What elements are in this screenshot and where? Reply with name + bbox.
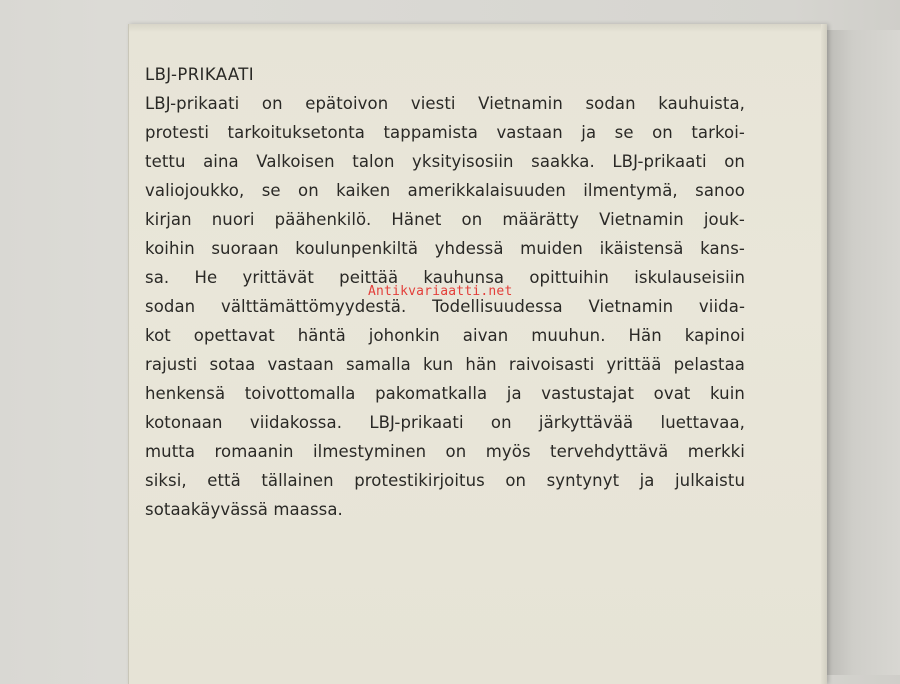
- blurb-line: kirjan nuori päähenkilö. Hänet on määrätty Vietnamin jouk-: [145, 210, 745, 229]
- blurb-line: sodan välttämättömyydestä. Todellisuudessa Vietnamin viida-: [145, 297, 745, 316]
- blurb-line: LBJ-prikaati on epätoivon viesti Vietnamin sodan kauhuista,: [145, 94, 745, 113]
- blurb-line: kotonaan viidakossa. LBJ-prikaati on järkyttävää luettavaa,: [145, 413, 745, 432]
- book-back-cover: [128, 24, 827, 684]
- blurb-line: siksi, että tällainen protestikirjoitus on syntynyt ja julkaistu: [145, 471, 745, 490]
- watermark-text: Antikvariaatti.net: [368, 284, 513, 299]
- blurb-line: tettu aina Valkoisen talon yksityisosiin saakka. LBJ-prikaati on: [145, 152, 745, 171]
- blurb-line: sotaakäyvässä maassa.: [145, 500, 343, 519]
- cover-top-edge: [129, 24, 827, 32]
- blurb-line: koihin suoraan koulunpenkiltä yhdessä muiden ikäistensä kans-: [145, 239, 745, 258]
- blurb-title: LBJ-PRIKAATI: [145, 65, 255, 84]
- blurb-line: kot opettavat häntä johonkin aivan muuhun. Hän kapinoi: [145, 326, 745, 345]
- blurb-line: protesti tarkoituksetonta tappamista vastaan ja se on tarkoi-: [145, 123, 745, 142]
- blurb-line: rajusti sotaa vastaan samalla kun hän raivoisasti yrittää pelastaa: [145, 355, 745, 374]
- blurb-line: valiojoukko, se on kaiken amerikkalaisuuden ilmentymä, sanoo: [145, 181, 745, 200]
- background-shadow: [822, 30, 900, 675]
- blurb-line: sa. He yrittävät peittää kauhunsa opittuihin iskulauseisiin: [145, 268, 745, 287]
- cover-right-edge: [821, 24, 827, 684]
- blurb-line: mutta romaanin ilmestyminen on myös tervehdyttävä merkki: [145, 442, 745, 461]
- blurb-line: henkensä toivottomalla pakomatkalla ja vastustajat ovat kuin: [145, 384, 745, 403]
